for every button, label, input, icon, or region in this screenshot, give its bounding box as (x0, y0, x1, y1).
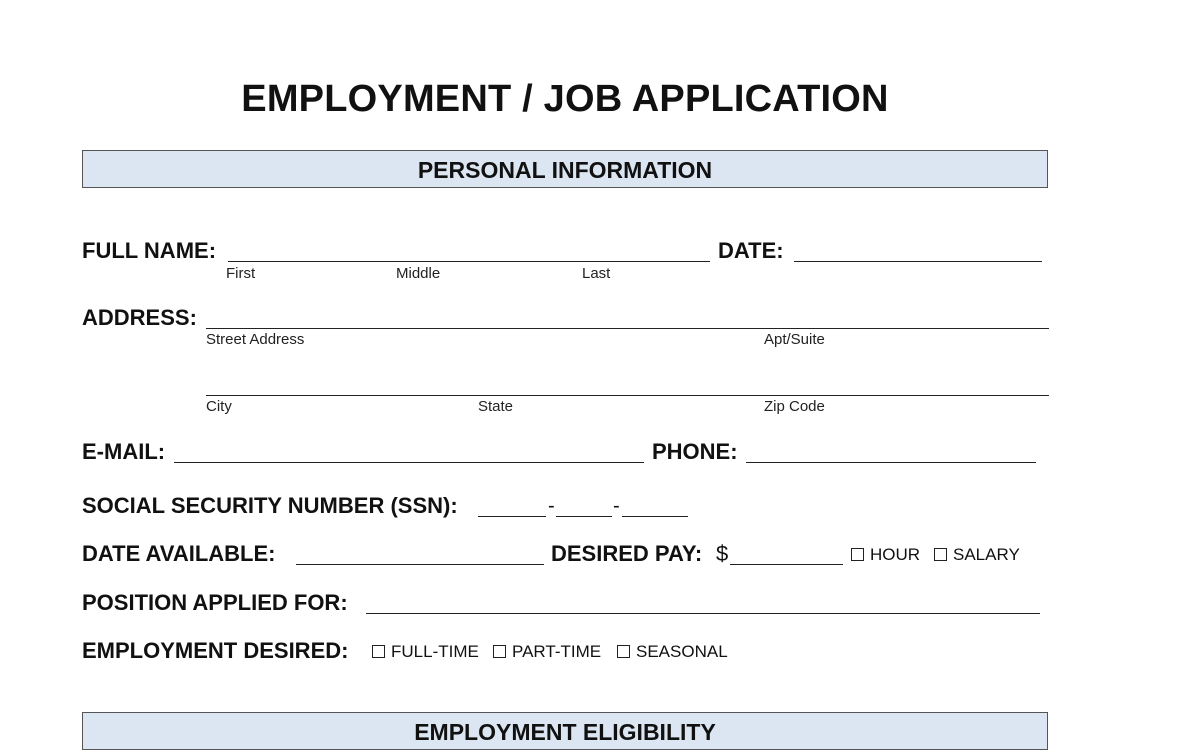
section-header-personal-information: PERSONAL INFORMATION (82, 150, 1048, 188)
full-name-field[interactable] (228, 261, 710, 262)
ssn-part-1-field[interactable] (478, 516, 546, 517)
hour-checkbox[interactable] (851, 548, 864, 561)
part-time-option (493, 642, 601, 662)
salary-option (934, 545, 1020, 565)
salary-option-label: SALARY (953, 545, 1020, 564)
hour-option-label: HOUR (870, 545, 921, 564)
full-time-option-label: FULL-TIME (391, 642, 479, 661)
date-label: DATE: (718, 238, 784, 263)
part-time-checkbox[interactable] (493, 645, 506, 658)
date-available-label: DATE AVAILABLE: (82, 541, 276, 566)
phone-field[interactable] (746, 462, 1036, 463)
full-name-label: FULL NAME: (82, 238, 217, 263)
address-label: ADDRESS: (82, 305, 197, 330)
employment-desired-label: EMPLOYMENT DESIRED: (82, 638, 349, 663)
desired-pay-label: DESIRED PAY: (551, 541, 703, 566)
seasonal-option (617, 642, 728, 662)
phone-label: PHONE: (652, 439, 738, 464)
desired-pay-field[interactable] (730, 564, 843, 565)
seasonal-checkbox[interactable] (617, 645, 630, 658)
state-caption: State (478, 398, 514, 415)
full-time-option (372, 642, 479, 662)
position-applied-field[interactable] (366, 613, 1040, 614)
ssn-part-3-field[interactable] (622, 516, 688, 517)
email-field[interactable] (174, 462, 644, 463)
section-header-employment-eligibility: EMPLOYMENT ELIGIBILITY (82, 712, 1048, 750)
first-name-caption: First (226, 265, 256, 282)
salary-checkbox[interactable] (934, 548, 947, 561)
document-title: EMPLOYMENT / JOB APPLICATION (241, 78, 889, 120)
zip-code-caption: Zip Code (764, 398, 825, 415)
last-name-caption: Last (582, 265, 611, 282)
date-field[interactable] (794, 261, 1042, 262)
ssn-separator-2: - (613, 495, 620, 517)
street-address-caption: Street Address (206, 331, 305, 348)
street-address-field[interactable] (206, 328, 1049, 329)
email-label: E-MAIL: (82, 439, 166, 464)
currency-symbol: $ (716, 541, 729, 566)
ssn-label: SOCIAL SECURITY NUMBER (SSN): (82, 493, 458, 518)
middle-name-caption: Middle (396, 265, 441, 282)
date-available-field[interactable] (296, 564, 544, 565)
city-caption: City (206, 398, 232, 415)
position-applied-label: POSITION APPLIED FOR: (82, 590, 348, 615)
full-time-checkbox[interactable] (372, 645, 385, 658)
city-state-zip-field[interactable] (206, 395, 1049, 396)
ssn-separator-1: - (548, 495, 555, 517)
part-time-option-label: PART-TIME (512, 642, 602, 661)
apt-suite-caption: Apt/Suite (764, 331, 825, 348)
hour-option (851, 545, 920, 565)
seasonal-option-label: SEASONAL (636, 642, 728, 661)
ssn-part-2-field[interactable] (556, 516, 612, 517)
